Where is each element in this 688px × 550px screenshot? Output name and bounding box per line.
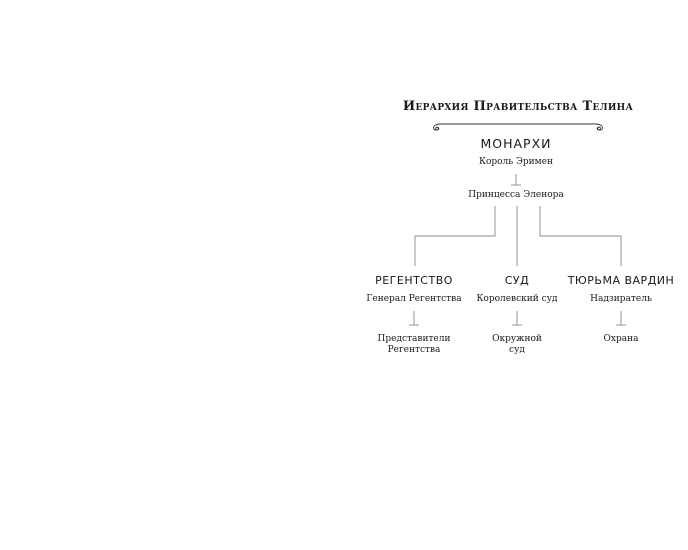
regency-heading: РЕГЕНТСТВО [375,274,453,287]
prison-leader: Надзиратель [590,294,652,304]
court-heading: СУД [504,274,530,287]
king-node: Король Эримен [478,157,553,167]
prison-heading: ТЮРЬМА ВАРДИН [567,274,675,287]
court-leader: Королевский суд [476,294,558,304]
prison-subordinates [581,334,661,345]
monarchs-heading: МОНАРХИ [480,136,552,151]
court-subordinates [477,334,557,356]
diagram-title: Иерархия Правительства Телина [402,99,634,114]
court-sub-line2: суд [509,345,525,355]
regency-subordinates [364,334,464,356]
connector-to-prison [540,206,621,266]
regency-leader: Генерал Регентства [366,294,462,304]
connector-to-regency [415,206,495,266]
prison-sub-line1: Охрана [603,334,639,344]
regency-sub-line1: Представители [377,334,451,344]
regency-sub-line2: Регентства [387,345,441,355]
princess-node: Принцесса Эленора [468,190,564,200]
court-sub-line1: Окружной [492,334,542,344]
